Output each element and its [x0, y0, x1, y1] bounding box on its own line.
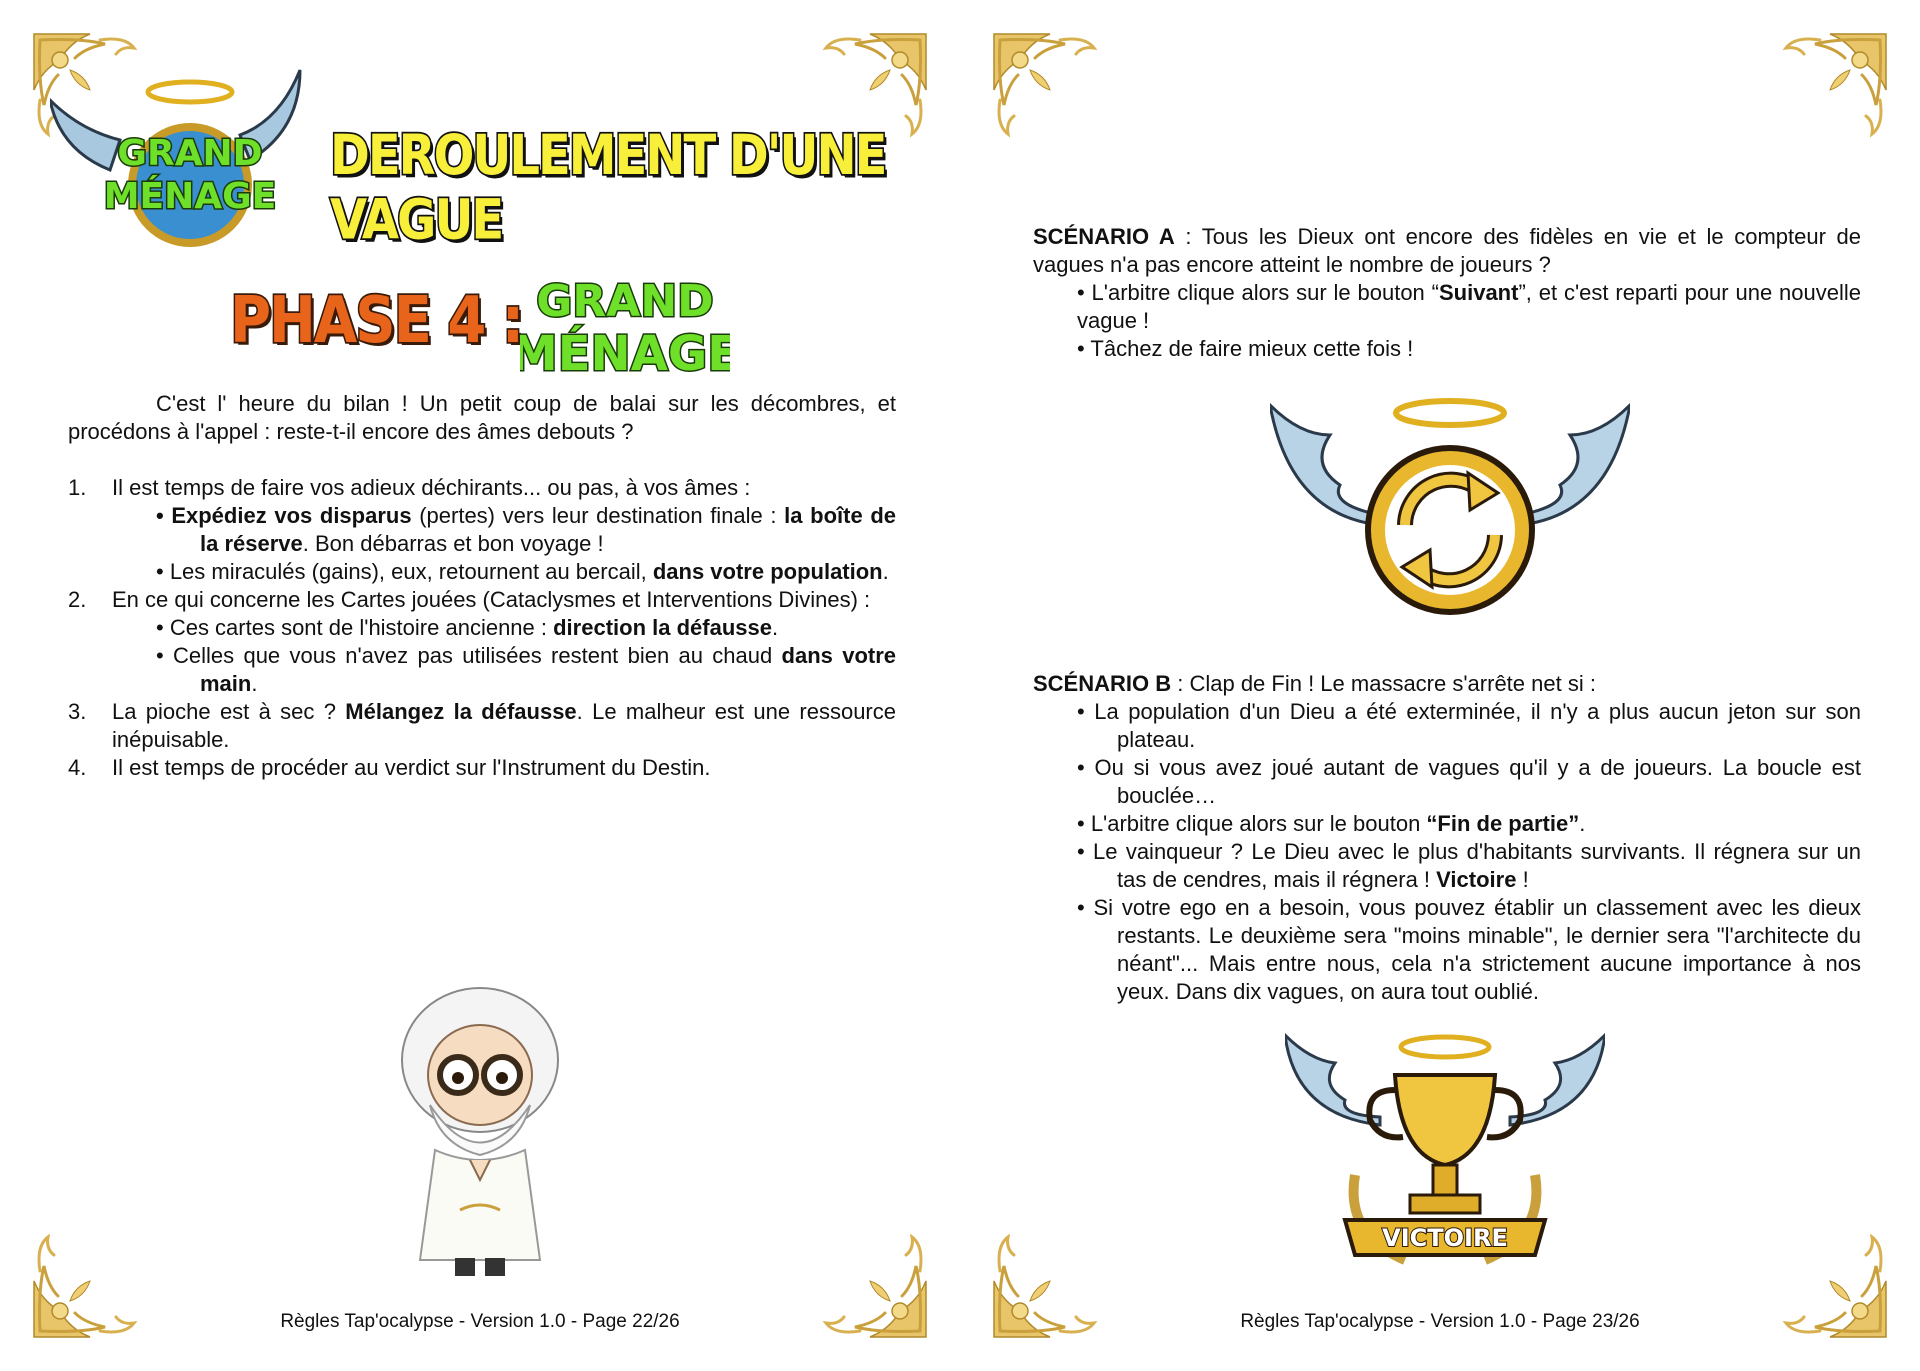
sub-item: • Ces cartes sont de l'histoire ancienne : direction la défausse. — [156, 615, 779, 640]
trophy-icon — [1285, 1025, 1605, 1285]
intro-paragraph: C'est l' heure du bilan ! Un petit coup de balai sur les décombres, et procédons à l'appel : reste-t-il encore des âmes debouts ? — [68, 391, 896, 444]
phase-body — [68, 390, 896, 782]
list-item: • Le vainqueur ? Le Dieu avec le plus d'habitants survivants. Il régnera sur un tas de cendres, mais il régnera ! Victoire ! — [1077, 839, 1861, 892]
trophy-banner: VICTOIRE — [1382, 1224, 1508, 1252]
corner-ornament-icon — [990, 30, 1100, 140]
scenario-b-label: SCÉNARIO B — [1033, 671, 1172, 696]
step-text: Il est temps de faire vos adieux déchirants... ou pas, à vos âmes : — [112, 475, 751, 500]
list-item: • Ou si vous avez joué autant de vagues qu'il y a de joueurs. La boucle est bouclée… — [1077, 755, 1861, 808]
list-item — [68, 586, 896, 698]
step-text: En ce qui concerne les Cartes jouées (Cataclysmes et Interventions Divines) : — [112, 587, 871, 612]
cycle-wings-icon — [1270, 395, 1630, 645]
step-text: Il est temps de procéder au verdict sur l'Instrument du Destin. — [112, 755, 711, 780]
scenario-a-intro: SCÉNARIO A : Tous les Dieux ont encore des fidèles en vie et le compteur de vagues n'a pas encore atteint le nombre de joueurs ? — [1033, 224, 1861, 277]
sub-item: • Celles que vous n'avez pas utilisées restent bien au chaud dans votre main. — [156, 643, 897, 696]
page-footer: Règles Tap'ocalypse - Version 1.0 - Page 22/26 — [280, 1311, 680, 1332]
steps-list — [68, 474, 896, 782]
sub-item: • Expédiez vos disparus (pertes) vers leur destination finale : la boîte de la réserve. Bon débarras et bon voyage ! — [156, 503, 897, 556]
step-number: 4. — [68, 755, 87, 780]
logo-line-2: MÉNAGE — [103, 176, 277, 217]
list-item: • Si votre ego en a besoin, vous pouvez établir un classement avec les dieux restants. Le deuxième sera "moins minable", le dernier sera "l'architecte du néant"... Mais entre nous, cela n'a strictement aucune importance à nos yeux. Dans dix vagues, on aura tout oublié. — [1077, 895, 1861, 1004]
step-number: 1. — [68, 475, 87, 500]
list-item: • L'arbitre clique alors sur le bouton “Suivant”, et c'est reparti pour une nouvelle vague ! — [1077, 280, 1861, 333]
scenario-a — [1033, 223, 1861, 363]
scenario-b-intro: SCÉNARIO B : Clap de Fin ! Le massacre s'arrête net si : — [1033, 671, 1596, 696]
page-title: DEROULEMENT D'UNE VAGUE — [330, 123, 886, 253]
phase-heading — [230, 270, 750, 380]
step-number: 2. — [68, 587, 87, 612]
right-page — [960, 0, 1920, 1371]
phase-logo — [520, 270, 730, 380]
list-item — [68, 474, 896, 586]
step-number: 3. — [68, 699, 87, 724]
list-item: • L'arbitre clique alors sur le bouton “Fin de partie”. — [1077, 811, 1586, 836]
grand-menage-logo — [50, 60, 310, 250]
page-footer: Règles Tap'ocalypse - Version 1.0 - Page 23/26 — [1240, 1311, 1640, 1332]
phase-logo-line-1: GRAND — [536, 276, 714, 327]
sage-character-icon — [380, 970, 580, 1280]
logo-line-1: GRAND — [117, 133, 263, 174]
sub-item: • Les miraculés (gains), eux, retournent au bercail, dans votre population. — [156, 559, 889, 584]
list-item: 3. La pioche est à sec ? Mélangez la défausse. Le malheur est une ressource inépuisable. — [68, 699, 896, 752]
phase-title: PHASE 4 : — [230, 283, 523, 358]
corner-ornament-icon — [1780, 30, 1890, 140]
list-item — [68, 754, 896, 782]
phase-logo-line-2: MÉNAGE — [520, 326, 730, 380]
scenario-b — [1033, 670, 1861, 1006]
list-item: • Tâchez de faire mieux cette fois ! — [1077, 336, 1414, 361]
list-item: • La population d'un Dieu a été exterminée, il n'y a plus aucun jeton sur son plateau. — [1077, 699, 1861, 752]
scenario-a-label: SCÉNARIO A — [1033, 224, 1175, 249]
